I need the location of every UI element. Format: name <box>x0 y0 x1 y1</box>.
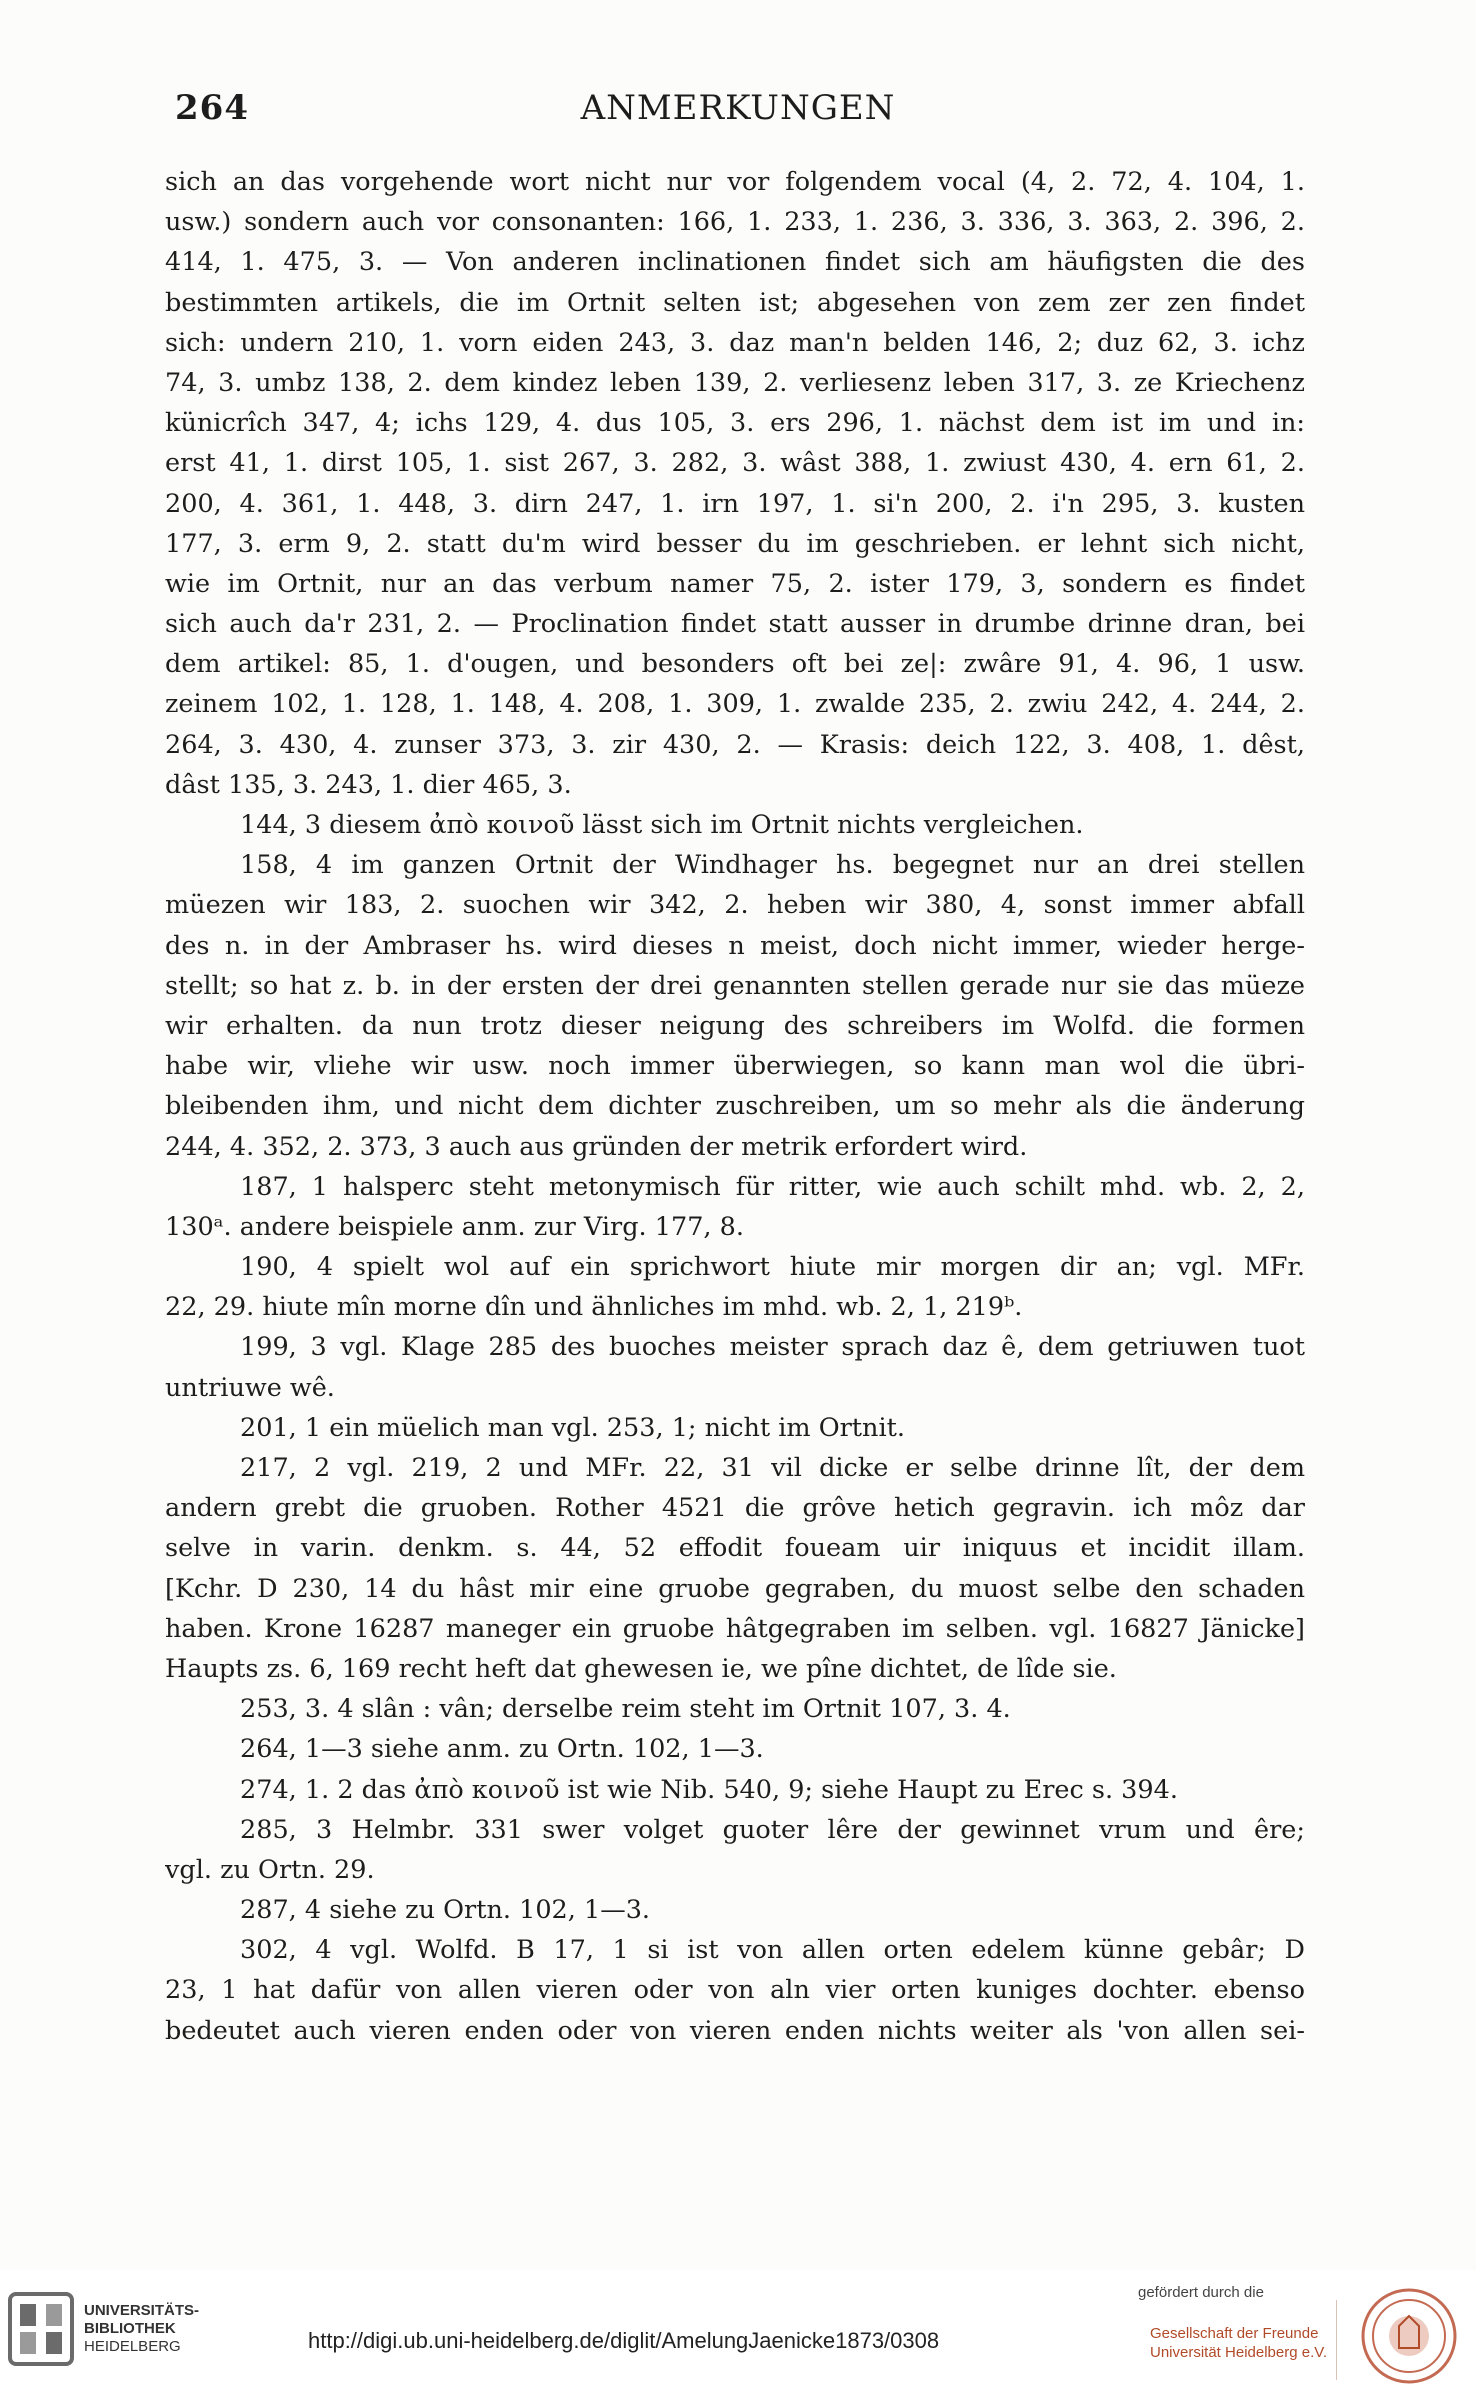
text-line: künicrîch 347, 4; ichs 129, 4. dus 105, 3. ers 296, 1. nächst dem ist im und in: <box>165 408 1305 439</box>
text-line: Haupts zs. 6, 169 recht heft dat ghewesen ie, we pîne dichtet, de lîde sie. <box>165 1653 1117 1684</box>
text-line: bleibenden ihm, und nicht dem dichter zuschreiben, um so mehr als die änderung <box>165 1091 1305 1122</box>
library-name[interactable] <box>84 2302 199 2356</box>
text-line: 217, 2 vgl. 219, 2 und MFr. 22, 31 vil dicke er selbe drinne lît, der dem <box>240 1453 1305 1483</box>
text-line: andern grebt die gruoben. Rother 4521 die grôve hetich gegravin. ich môz dar <box>165 1493 1305 1524</box>
library-name-line3: HEIDELBERG <box>84 2338 181 2355</box>
text-line: müezen wir 183, 2. suochen wir 342, 2. heben wir 380, 4, sonst immer abfall <box>165 890 1305 921</box>
text-line: 244, 4. 352, 2. 373, 3 auch aus gründen der metrik erfordert wird. <box>165 1131 1028 1162</box>
text-line: 200, 4. 361, 1. 448, 3. dirn 247, 1. irn 197, 1. si'n 200, 2. i'n 295, 3. kusten <box>165 488 1305 519</box>
text-line: habe wir, vliehe wir usw. noch immer überwiegen, so kann man wol die übri- <box>165 1051 1305 1082</box>
text-line: 285, 3 Helmbr. 331 swer volget guoter lêre der gewinnet vrum und êre; <box>240 1814 1305 1845</box>
text-line: sich an das vorgehende wort nicht nur vor folgendem vocal (4, 2. 72, 4. 104, 1. <box>165 167 1305 197</box>
text-line: 287, 4 siehe zu Ortn. 102, 1—3. <box>240 1895 651 1926</box>
text-line: vgl. zu Ortn. 29. <box>165 1854 375 1885</box>
text-line: haben. Krone 16287 maneger ein gruobe hâtgegraben im selben. vgl. 16827 Jänicke] <box>165 1613 1305 1644</box>
text-line: 130ᵃ. andere beispiele anm. zur Virg. 177, 8. <box>165 1211 744 1242</box>
text-line: sich auch da'r 231, 2. — Proclination findet statt ausser in drumbe drinne dran, bei <box>165 609 1305 640</box>
text-line: 187, 1 halsperc steht metonymisch für ritter, wie auch schilt mhd. wb. 2, 2, <box>240 1171 1305 1202</box>
text-line: 264, 1—3 siehe anm. zu Ortn. 102, 1—3. <box>240 1734 764 1765</box>
text-line: selve in varin. denkm. s. 44, 52 effodit foueam uir iniquus et incidit illam. <box>165 1533 1305 1564</box>
text-line: 274, 1. 2 das ἀπὸ κοινοῦ ist wie Nib. 540, 9; siehe Haupt zu Erec s. 394. <box>240 1774 1178 1805</box>
page-header <box>165 88 1311 138</box>
text-line: 414, 1. 475, 3. — Von anderen inclinationen findet sich am häufigsten die des <box>165 247 1305 278</box>
sponsor-line2: Universität Heidelberg e.V. <box>1150 2344 1328 2361</box>
text-line: bedeutet auch vieren enden oder von vieren enden nichts weiter als 'von allen sei- <box>165 2015 1305 2046</box>
text-line: dem artikel: 85, 1. d'ougen, und besonders oft bei ze|: zwâre 91, 4. 96, 1 usw. <box>165 649 1305 680</box>
text-line: bestimmten artikels, die im Ortnit selten ist; abgesehen von zem zer zen findet <box>165 287 1305 318</box>
text-line: 253, 3. 4 slân : vân; derselbe reim steht im Ortnit 107, 3. 4. <box>240 1694 1011 1725</box>
text-line: dâst 135, 3. 243, 1. dier 465, 3. <box>165 769 572 800</box>
text-line: 177, 3. erm 9, 2. statt du'm wird besser du im geschrieben. er lehnt sich nicht, <box>165 528 1305 559</box>
library-name-line2: BIBLIOTHEK <box>84 2320 176 2337</box>
notes-body <box>165 162 1305 2051</box>
text-line: sich: undern 210, 1. vorn eiden 243, 3. daz man'n belden 146, 2; duz 62, 3. ichz <box>165 327 1305 358</box>
text-line: 264, 3. 430, 4. zunser 373, 3. zir 430, 2. — Krasis: deich 122, 3. 408, 1. dêst, <box>165 729 1305 760</box>
text-line: 144, 3 diesem ἀπὸ κοινοῦ lässt sich im Ortnit nichts vergleichen. <box>240 810 1084 840</box>
footer-bar <box>0 2270 1476 2389</box>
sponsor-line1: Gesellschaft der Freunde <box>1150 2325 1319 2342</box>
text-line: 74, 3. umbz 138, 2. dem kindez leben 139, 2. verliesenz leben 317, 3. ze Kriechenz <box>165 367 1305 398</box>
text-line: erst 41, 1. dirst 105, 1. sist 267, 3. 282, 3. wâst 388, 1. zwiust 430, 4. ern 61, 2. <box>165 448 1305 479</box>
text-line: 190, 4 spielt wol auf ein sprichwort hiute mir morgen dir an; vgl. MFr. <box>240 1252 1305 1283</box>
footer-divider <box>1336 2300 1337 2380</box>
text-line: 158, 4 im ganzen Ortnit der Windhager hs. begegnet nur an drei stellen <box>240 850 1305 881</box>
page-number: 264 <box>175 88 249 128</box>
text-line: 23, 1 hat dafür von allen vieren oder von aln vier orten kuniges dochter. ebenso <box>165 1975 1305 2006</box>
text-line: stellt; so hat z. b. in der ersten der drei genannten stellen gerade nur sie das müeze <box>165 970 1305 1001</box>
sponsor-label: gefördert durch die <box>1138 2284 1264 2301</box>
text-line: wir erhalten. da nun trotz dieser neigung des schreibers im Wolfd. die formen <box>165 1010 1305 1041</box>
text-line: zeinem 102, 1. 128, 1. 148, 4. 208, 1. 309, 1. zwalde 235, 2. zwiu 242, 4. 244, 2. <box>165 689 1305 720</box>
text-line: 201, 1 ein müelich man vgl. 253, 1; nicht im Ortnit. <box>240 1412 905 1443</box>
permalink-url[interactable]: http://digi.ub.uni-heidelberg.de/diglit/AmelungJaenicke1873/0308 <box>308 2328 940 2353</box>
text-line: 22, 29. hiute mîn morne dîn und ähnliches im mhd. wb. 2, 1, 219ᵇ. <box>165 1292 1023 1323</box>
text-line: des n. in der Ambraser hs. wird dieses n meist, doch nicht immer, wieder herge- <box>165 930 1305 961</box>
text-line: 199, 3 vgl. Klage 285 des buoches meister sprach daz ê, dem getriuwen tuot <box>240 1332 1305 1363</box>
text-line: usw.) sondern auch vor consonanten: 166, 1. 233, 1. 236, 3. 336, 3. 363, 2. 396, 2. <box>165 207 1305 238</box>
running-head: ANMERKUNGEN <box>580 88 896 128</box>
text-line: wie im Ortnit, nur an das verbum namer 75, 2. ister 179, 3, sondern es findet <box>165 568 1305 599</box>
sponsor-name[interactable] <box>1150 2324 1327 2362</box>
university-library-logo-icon[interactable] <box>6 2292 76 2366</box>
text-line: [Kchr. D 230, 14 du hâst mir eine gruobe gegraben, du muost selbe den schaden <box>165 1573 1305 1604</box>
library-name-line1: UNIVERSITÄTS- <box>84 2302 200 2319</box>
text-line: 302, 4 vgl. Wolfd. B 17, 1 si ist von allen orten edelem künne gebâr; D <box>240 1935 1305 1966</box>
text-line: untriuwe wê. <box>165 1372 335 1403</box>
university-seal-icon <box>1354 2286 1464 2386</box>
